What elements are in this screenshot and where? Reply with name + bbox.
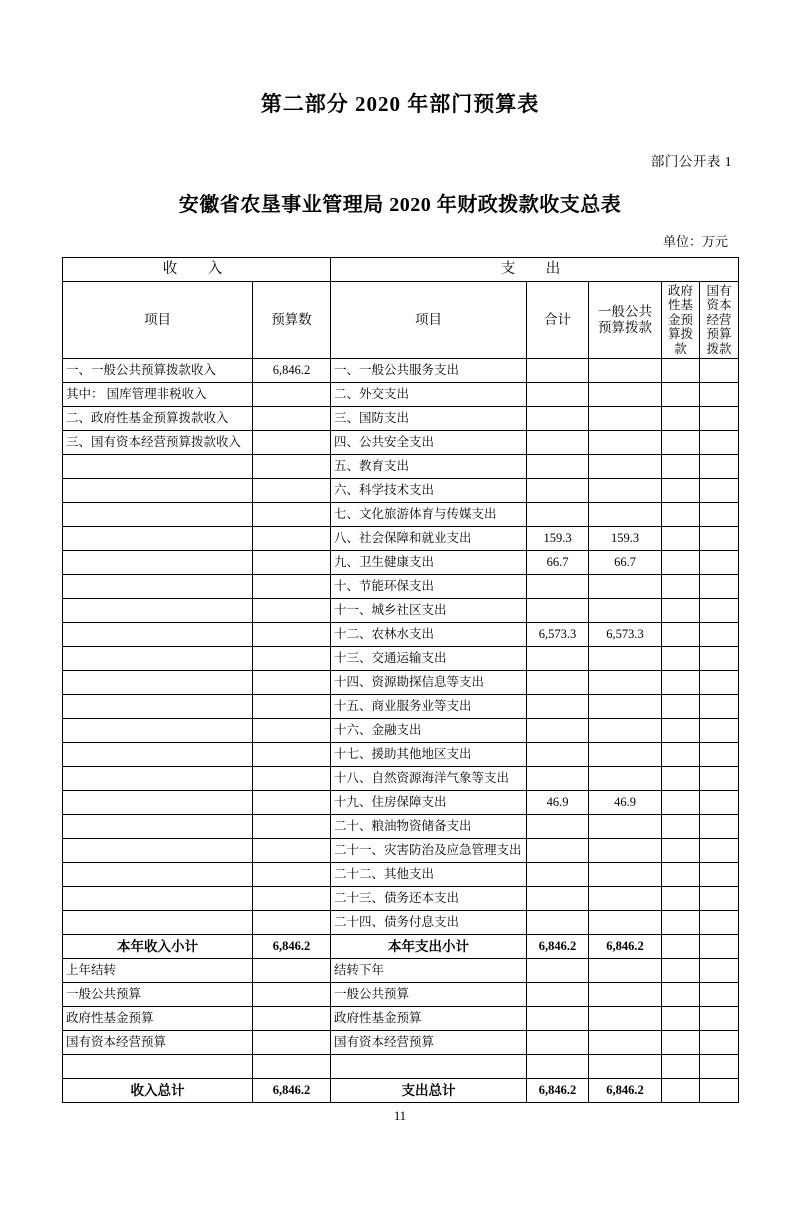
cell-income-item bbox=[63, 718, 253, 742]
table-row-carryover bbox=[63, 1054, 739, 1078]
cell-state-capital-budget bbox=[700, 838, 739, 862]
cell-income-item: 政府性基金预算 bbox=[63, 1006, 253, 1030]
table-row-carryover bbox=[63, 1006, 739, 1030]
cell-income-item bbox=[63, 454, 253, 478]
cell-income-budget bbox=[253, 1006, 331, 1030]
cell-total bbox=[527, 358, 589, 382]
cell-total bbox=[527, 502, 589, 526]
cell-total: 6,846.2 bbox=[527, 1078, 589, 1102]
table-row bbox=[63, 886, 739, 910]
cell-general-public-budget bbox=[589, 694, 662, 718]
table-row bbox=[63, 574, 739, 598]
cell-general-public-budget bbox=[589, 838, 662, 862]
table-row bbox=[63, 502, 739, 526]
cell-expense-item: 一、一般公共服务支出 bbox=[331, 358, 527, 382]
col-header-income-item: 项目 bbox=[63, 282, 253, 359]
cell-general-public-budget bbox=[589, 646, 662, 670]
table-row bbox=[63, 742, 739, 766]
cell-state-capital-budget bbox=[700, 1006, 739, 1030]
cell-income-item bbox=[63, 862, 253, 886]
cell-income-budget bbox=[253, 670, 331, 694]
cell-state-capital-budget bbox=[700, 934, 739, 958]
table-row bbox=[63, 670, 739, 694]
cell-total bbox=[527, 478, 589, 502]
cell-total bbox=[527, 982, 589, 1006]
cell-income-budget: 6,846.2 bbox=[253, 934, 331, 958]
cell-gov-fund-budget bbox=[662, 646, 700, 670]
table-row-carryover bbox=[63, 982, 739, 1006]
cell-total bbox=[527, 382, 589, 406]
cell-income-item: 本年收入小计 bbox=[63, 934, 253, 958]
cell-general-public-budget bbox=[589, 742, 662, 766]
cell-expense-item: 结转下年 bbox=[331, 958, 527, 982]
public-table-label: 部门公开表 1 bbox=[650, 154, 732, 169]
cell-income-item: 一般公共预算 bbox=[63, 982, 253, 1006]
cell-state-capital-budget bbox=[700, 622, 739, 646]
cell-expense-item: 二十二、其他支出 bbox=[331, 862, 527, 886]
cell-general-public-budget: 46.9 bbox=[589, 790, 662, 814]
cell-gov-fund-budget bbox=[662, 574, 700, 598]
cell-expense-item: 十二、农林水支出 bbox=[331, 622, 527, 646]
cell-total bbox=[527, 598, 589, 622]
table-row bbox=[63, 862, 739, 886]
cell-gov-fund-budget bbox=[662, 478, 700, 502]
cell-income-budget bbox=[253, 454, 331, 478]
cell-income-budget bbox=[253, 982, 331, 1006]
cell-gov-fund-budget bbox=[662, 406, 700, 430]
cell-expense-item: 十八、自然资源海洋气象等支出 bbox=[331, 766, 527, 790]
cell-income-item bbox=[63, 502, 253, 526]
cell-income-budget bbox=[253, 814, 331, 838]
col-header-gov-fund-budget: 政府性基金预算拨款 bbox=[662, 282, 700, 359]
cell-income-item bbox=[63, 766, 253, 790]
cell-general-public-budget bbox=[589, 670, 662, 694]
cell-income-item bbox=[63, 694, 253, 718]
cell-income-item bbox=[63, 598, 253, 622]
cell-gov-fund-budget bbox=[662, 430, 700, 454]
table-title: 安徽省农垦事业管理局 2020 年财政拨款收支总表 bbox=[178, 194, 622, 216]
cell-gov-fund-budget bbox=[662, 838, 700, 862]
cell-expense-item: 一般公共预算 bbox=[331, 982, 527, 1006]
cell-state-capital-budget bbox=[700, 646, 739, 670]
cell-gov-fund-budget bbox=[662, 766, 700, 790]
cell-income-item: 三、国有资本经营预算拨款收入 bbox=[63, 430, 253, 454]
cell-gov-fund-budget bbox=[662, 502, 700, 526]
cell-general-public-budget: 6,846.2 bbox=[589, 934, 662, 958]
cell-expense-item: 十一、城乡社区支出 bbox=[331, 598, 527, 622]
cell-gov-fund-budget bbox=[662, 790, 700, 814]
cell-gov-fund-budget bbox=[662, 358, 700, 382]
table-row bbox=[63, 430, 739, 454]
cell-gov-fund-budget bbox=[662, 1030, 700, 1054]
cell-state-capital-budget bbox=[700, 982, 739, 1006]
table-row bbox=[63, 526, 739, 550]
cell-income-budget bbox=[253, 478, 331, 502]
table-row-grand-total bbox=[63, 1078, 739, 1102]
table-row bbox=[63, 478, 739, 502]
cell-total bbox=[527, 910, 589, 934]
cell-expense-item: 二十四、债务付息支出 bbox=[331, 910, 527, 934]
cell-expense-item: 十六、金融支出 bbox=[331, 718, 527, 742]
table-row bbox=[63, 622, 739, 646]
cell-income-budget bbox=[253, 718, 331, 742]
cell-state-capital-budget bbox=[700, 574, 739, 598]
cell-total: 46.9 bbox=[527, 790, 589, 814]
table-row-carryover bbox=[63, 958, 739, 982]
table-row bbox=[63, 646, 739, 670]
cell-state-capital-budget bbox=[700, 550, 739, 574]
cell-income-budget bbox=[253, 550, 331, 574]
cell-general-public-budget bbox=[589, 886, 662, 910]
cell-income-budget: 6,846.2 bbox=[253, 358, 331, 382]
table-row bbox=[63, 358, 739, 382]
cell-gov-fund-budget bbox=[662, 1078, 700, 1102]
cell-expense-item bbox=[331, 1054, 527, 1078]
cell-income-budget bbox=[253, 502, 331, 526]
cell-total: 66.7 bbox=[527, 550, 589, 574]
part-title: 第二部分 2020 年部门预算表 bbox=[260, 92, 540, 116]
cell-state-capital-budget bbox=[700, 910, 739, 934]
cell-total bbox=[527, 814, 589, 838]
cell-income-item bbox=[63, 478, 253, 502]
cell-expense-item: 十七、援助其他地区支出 bbox=[331, 742, 527, 766]
cell-expense-item: 七、文化旅游体育与传媒支出 bbox=[331, 502, 527, 526]
cell-total bbox=[527, 1054, 589, 1078]
cell-general-public-budget: 6,846.2 bbox=[589, 1078, 662, 1102]
cell-expense-item: 五、教育支出 bbox=[331, 454, 527, 478]
col-header-general-public-budget: 一般公共预算拨款 bbox=[589, 282, 662, 359]
cell-expense-item: 国有资本经营预算 bbox=[331, 1030, 527, 1054]
group-header-expense: 支 出 bbox=[331, 258, 739, 282]
cell-state-capital-budget bbox=[700, 886, 739, 910]
cell-general-public-budget bbox=[589, 1030, 662, 1054]
cell-total bbox=[527, 406, 589, 430]
cell-gov-fund-budget bbox=[662, 382, 700, 406]
cell-general-public-budget bbox=[589, 814, 662, 838]
cell-state-capital-budget bbox=[700, 1078, 739, 1102]
cell-general-public-budget bbox=[589, 910, 662, 934]
cell-general-public-budget bbox=[589, 982, 662, 1006]
budget-table bbox=[62, 257, 739, 1103]
cell-total bbox=[527, 1030, 589, 1054]
cell-state-capital-budget bbox=[700, 790, 739, 814]
cell-income-budget bbox=[253, 382, 331, 406]
cell-income-item bbox=[63, 790, 253, 814]
cell-income-budget bbox=[253, 742, 331, 766]
cell-expense-item: 二十一、灾害防治及应急管理支出 bbox=[331, 838, 527, 862]
table-row bbox=[63, 382, 739, 406]
cell-expense-item: 六、科学技术支出 bbox=[331, 478, 527, 502]
cell-state-capital-budget bbox=[700, 478, 739, 502]
cell-gov-fund-budget bbox=[662, 982, 700, 1006]
cell-gov-fund-budget bbox=[662, 1054, 700, 1078]
col-header-income-budget: 预算数 bbox=[253, 282, 331, 359]
table-row bbox=[63, 598, 739, 622]
cell-income-item: 上年结转 bbox=[63, 958, 253, 982]
cell-state-capital-budget bbox=[700, 694, 739, 718]
cell-gov-fund-budget bbox=[662, 670, 700, 694]
cell-total bbox=[527, 670, 589, 694]
cell-gov-fund-budget bbox=[662, 886, 700, 910]
cell-gov-fund-budget bbox=[662, 862, 700, 886]
cell-income-item: 二、政府性基金预算拨款收入 bbox=[63, 406, 253, 430]
cell-income-budget bbox=[253, 622, 331, 646]
cell-general-public-budget bbox=[589, 382, 662, 406]
cell-total bbox=[527, 694, 589, 718]
cell-state-capital-budget bbox=[700, 454, 739, 478]
cell-general-public-budget bbox=[589, 358, 662, 382]
cell-income-item: 国有资本经营预算 bbox=[63, 1030, 253, 1054]
unit-label: 单位：万元 bbox=[662, 234, 728, 249]
cell-expense-item: 二十三、债务还本支出 bbox=[331, 886, 527, 910]
table-row-carryover bbox=[63, 1030, 739, 1054]
cell-total bbox=[527, 454, 589, 478]
cell-state-capital-budget bbox=[700, 502, 739, 526]
table-row bbox=[63, 694, 739, 718]
cell-gov-fund-budget bbox=[662, 718, 700, 742]
cell-general-public-budget: 159.3 bbox=[589, 526, 662, 550]
cell-general-public-budget: 66.7 bbox=[589, 550, 662, 574]
cell-total bbox=[527, 430, 589, 454]
cell-total: 6,573.3 bbox=[527, 622, 589, 646]
cell-state-capital-budget bbox=[700, 718, 739, 742]
table-row bbox=[63, 910, 739, 934]
cell-income-item bbox=[63, 814, 253, 838]
cell-general-public-budget bbox=[589, 862, 662, 886]
cell-total bbox=[527, 574, 589, 598]
cell-expense-item: 十三、交通运输支出 bbox=[331, 646, 527, 670]
cell-state-capital-budget bbox=[700, 958, 739, 982]
cell-income-budget bbox=[253, 790, 331, 814]
cell-income-item bbox=[63, 910, 253, 934]
cell-expense-item: 十四、资源勘探信息等支出 bbox=[331, 670, 527, 694]
cell-general-public-budget bbox=[589, 766, 662, 790]
cell-general-public-budget bbox=[589, 1006, 662, 1030]
cell-income-item: 一、一般公共预算拨款收入 bbox=[63, 358, 253, 382]
cell-general-public-budget bbox=[589, 958, 662, 982]
cell-total bbox=[527, 886, 589, 910]
col-header-state-capital-budget: 国有资本经营预算拨款 bbox=[700, 282, 739, 359]
cell-income-item bbox=[63, 574, 253, 598]
cell-expense-item: 二、外交支出 bbox=[331, 382, 527, 406]
cell-gov-fund-budget bbox=[662, 1006, 700, 1030]
cell-general-public-budget bbox=[589, 406, 662, 430]
table-group-header-row bbox=[63, 258, 739, 282]
table-row bbox=[63, 406, 739, 430]
table-row bbox=[63, 766, 739, 790]
cell-expense-item: 二十、粮油物资储备支出 bbox=[331, 814, 527, 838]
cell-income-budget bbox=[253, 1030, 331, 1054]
cell-total bbox=[527, 862, 589, 886]
cell-total bbox=[527, 838, 589, 862]
cell-general-public-budget bbox=[589, 478, 662, 502]
cell-income-item bbox=[63, 550, 253, 574]
cell-expense-item: 三、国防支出 bbox=[331, 406, 527, 430]
cell-expense-item: 十九、住房保障支出 bbox=[331, 790, 527, 814]
cell-gov-fund-budget bbox=[662, 910, 700, 934]
cell-general-public-budget bbox=[589, 430, 662, 454]
cell-total bbox=[527, 742, 589, 766]
cell-income-budget bbox=[253, 646, 331, 670]
cell-income-item bbox=[63, 646, 253, 670]
cell-income-budget bbox=[253, 838, 331, 862]
cell-total bbox=[527, 958, 589, 982]
cell-state-capital-budget bbox=[700, 814, 739, 838]
cell-gov-fund-budget bbox=[662, 958, 700, 982]
cell-total bbox=[527, 766, 589, 790]
group-header-income: 收 入 bbox=[63, 258, 331, 282]
cell-general-public-budget: 6,573.3 bbox=[589, 622, 662, 646]
cell-income-item bbox=[63, 622, 253, 646]
cell-state-capital-budget bbox=[700, 670, 739, 694]
cell-income-item bbox=[63, 1054, 253, 1078]
cell-gov-fund-budget bbox=[662, 622, 700, 646]
cell-general-public-budget bbox=[589, 574, 662, 598]
cell-general-public-budget bbox=[589, 598, 662, 622]
cell-income-budget bbox=[253, 694, 331, 718]
cell-general-public-budget bbox=[589, 718, 662, 742]
cell-gov-fund-budget bbox=[662, 742, 700, 766]
cell-gov-fund-budget bbox=[662, 814, 700, 838]
cell-expense-item: 支出总计 bbox=[331, 1078, 527, 1102]
cell-expense-item: 九、卫生健康支出 bbox=[331, 550, 527, 574]
table-row bbox=[63, 550, 739, 574]
cell-expense-item: 十五、商业服务业等支出 bbox=[331, 694, 527, 718]
cell-income-budget bbox=[253, 958, 331, 982]
cell-income-budget bbox=[253, 406, 331, 430]
cell-expense-item: 十、节能环保支出 bbox=[331, 574, 527, 598]
cell-income-item bbox=[63, 886, 253, 910]
cell-income-item bbox=[63, 526, 253, 550]
cell-total bbox=[527, 1006, 589, 1030]
col-header-expense-item: 项目 bbox=[331, 282, 527, 359]
document-page bbox=[0, 88, 800, 1215]
cell-gov-fund-budget bbox=[662, 694, 700, 718]
cell-income-item bbox=[63, 670, 253, 694]
table-row-subtotal bbox=[63, 934, 739, 958]
cell-gov-fund-budget bbox=[662, 454, 700, 478]
col-header-total: 合计 bbox=[527, 282, 589, 359]
cell-income-budget bbox=[253, 910, 331, 934]
cell-state-capital-budget bbox=[700, 598, 739, 622]
cell-expense-item: 本年支出小计 bbox=[331, 934, 527, 958]
cell-state-capital-budget bbox=[700, 766, 739, 790]
cell-income-item: 收入总计 bbox=[63, 1078, 253, 1102]
cell-income-budget bbox=[253, 574, 331, 598]
cell-income-budget bbox=[253, 526, 331, 550]
cell-income-budget bbox=[253, 1054, 331, 1078]
cell-state-capital-budget bbox=[700, 358, 739, 382]
cell-income-budget: 6,846.2 bbox=[253, 1078, 331, 1102]
cell-general-public-budget bbox=[589, 1054, 662, 1078]
cell-gov-fund-budget bbox=[662, 550, 700, 574]
cell-general-public-budget bbox=[589, 454, 662, 478]
cell-state-capital-budget bbox=[700, 862, 739, 886]
table-row bbox=[63, 718, 739, 742]
cell-total bbox=[527, 718, 589, 742]
cell-gov-fund-budget bbox=[662, 934, 700, 958]
table-row bbox=[63, 790, 739, 814]
cell-gov-fund-budget bbox=[662, 598, 700, 622]
cell-income-budget bbox=[253, 862, 331, 886]
cell-total: 6,846.2 bbox=[527, 934, 589, 958]
cell-gov-fund-budget bbox=[662, 526, 700, 550]
cell-state-capital-budget bbox=[700, 1030, 739, 1054]
cell-income-budget bbox=[253, 886, 331, 910]
cell-state-capital-budget bbox=[700, 430, 739, 454]
cell-income-item: 其中： 国库管理非税收入 bbox=[63, 382, 253, 406]
cell-state-capital-budget bbox=[700, 526, 739, 550]
table-row bbox=[63, 814, 739, 838]
cell-expense-item: 八、社会保障和就业支出 bbox=[331, 526, 527, 550]
cell-income-item bbox=[63, 742, 253, 766]
cell-income-budget bbox=[253, 598, 331, 622]
cell-state-capital-budget bbox=[700, 382, 739, 406]
table-row bbox=[63, 838, 739, 862]
cell-general-public-budget bbox=[589, 502, 662, 526]
page-number: 11 bbox=[393, 1108, 407, 1123]
cell-state-capital-budget bbox=[700, 406, 739, 430]
cell-state-capital-budget bbox=[700, 742, 739, 766]
table-row bbox=[63, 454, 739, 478]
cell-income-budget bbox=[253, 766, 331, 790]
cell-total: 159.3 bbox=[527, 526, 589, 550]
cell-total bbox=[527, 646, 589, 670]
table-column-header-row bbox=[63, 282, 739, 359]
cell-expense-item: 政府性基金预算 bbox=[331, 1006, 527, 1030]
cell-state-capital-budget bbox=[700, 1054, 739, 1078]
cell-income-budget bbox=[253, 430, 331, 454]
cell-income-item bbox=[63, 838, 253, 862]
cell-expense-item: 四、公共安全支出 bbox=[331, 430, 527, 454]
